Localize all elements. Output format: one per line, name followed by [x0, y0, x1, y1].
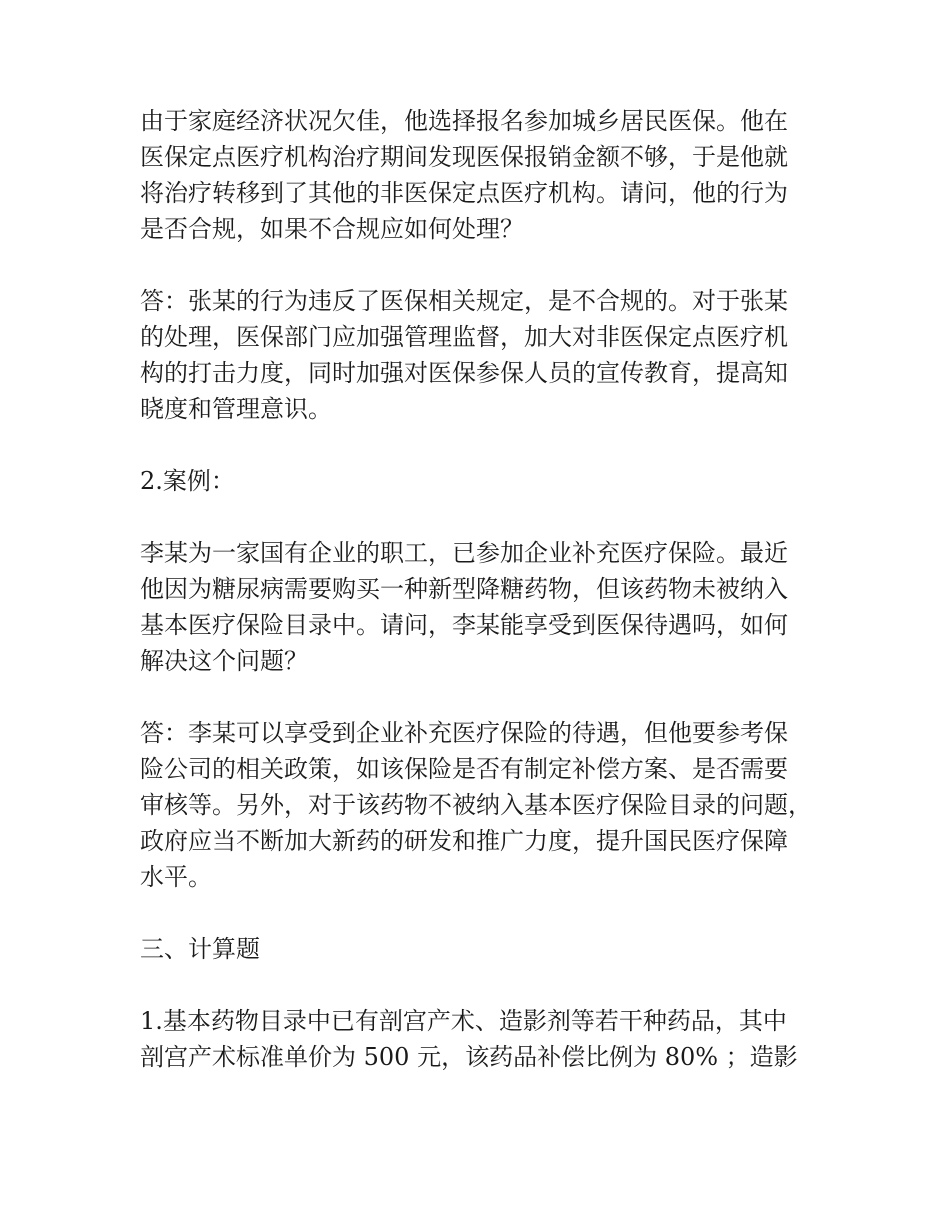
- document-body: [140, 103, 820, 1075]
- paragraph-case1-question-continued: 由于家庭经济状况欠佳，他选择报名参加城乡居民医保。他在 医保定点医疗机构治疗期间发现医保报销金额不够，于是他就 将治疗转移到了其他的非医保定点医疗机构。请问，他的行为 是否合规，如果不合规应如何处理？: [140, 107, 788, 243]
- paragraph-case2-answer: 答：李某可以享受到企业补充医疗保险的待遇，但他要参考保 险公司的相关政策，如该保险是否有制定补偿方案、是否需要 审核等。另外，对于该药物不被纳入基本医疗保险目录的问题， 政府应当不断加大新药的研发和推广力度，提升国民医疗保障 水平。: [140, 719, 812, 891]
- paragraph-case2-question: 李某为一家国有企业的职工，已参加企业补充医疗保险。最近 他因为糖尿病需要购买一种新型降糖药物，但该药物未被纳入 基本医疗保险目录中。请问，李某能享受到医保待遇吗，如何 解决这个问题？: [140, 539, 788, 675]
- paragraph-calculation-question-1: 1.基本药物目录中已有剖宫产术、造影剂等若干种药品，其中 剖宫产术标准单价为 500 元，该药品补偿比例为 80% ；造影: [140, 1007, 798, 1071]
- section-heading-calculation: 三、计算题: [140, 935, 260, 963]
- heading-case-2: 2.案例：: [140, 467, 235, 495]
- paragraph-case1-answer: 答：张某的行为违反了医保相关规定，是不合规的。对于张某 的处理，医保部门应加强管理监督，加大对非医保定点医疗机 构的打击力度，同时加强对医保参保人员的宣传教育，提高知 晓度和管理意识。: [140, 287, 788, 423]
